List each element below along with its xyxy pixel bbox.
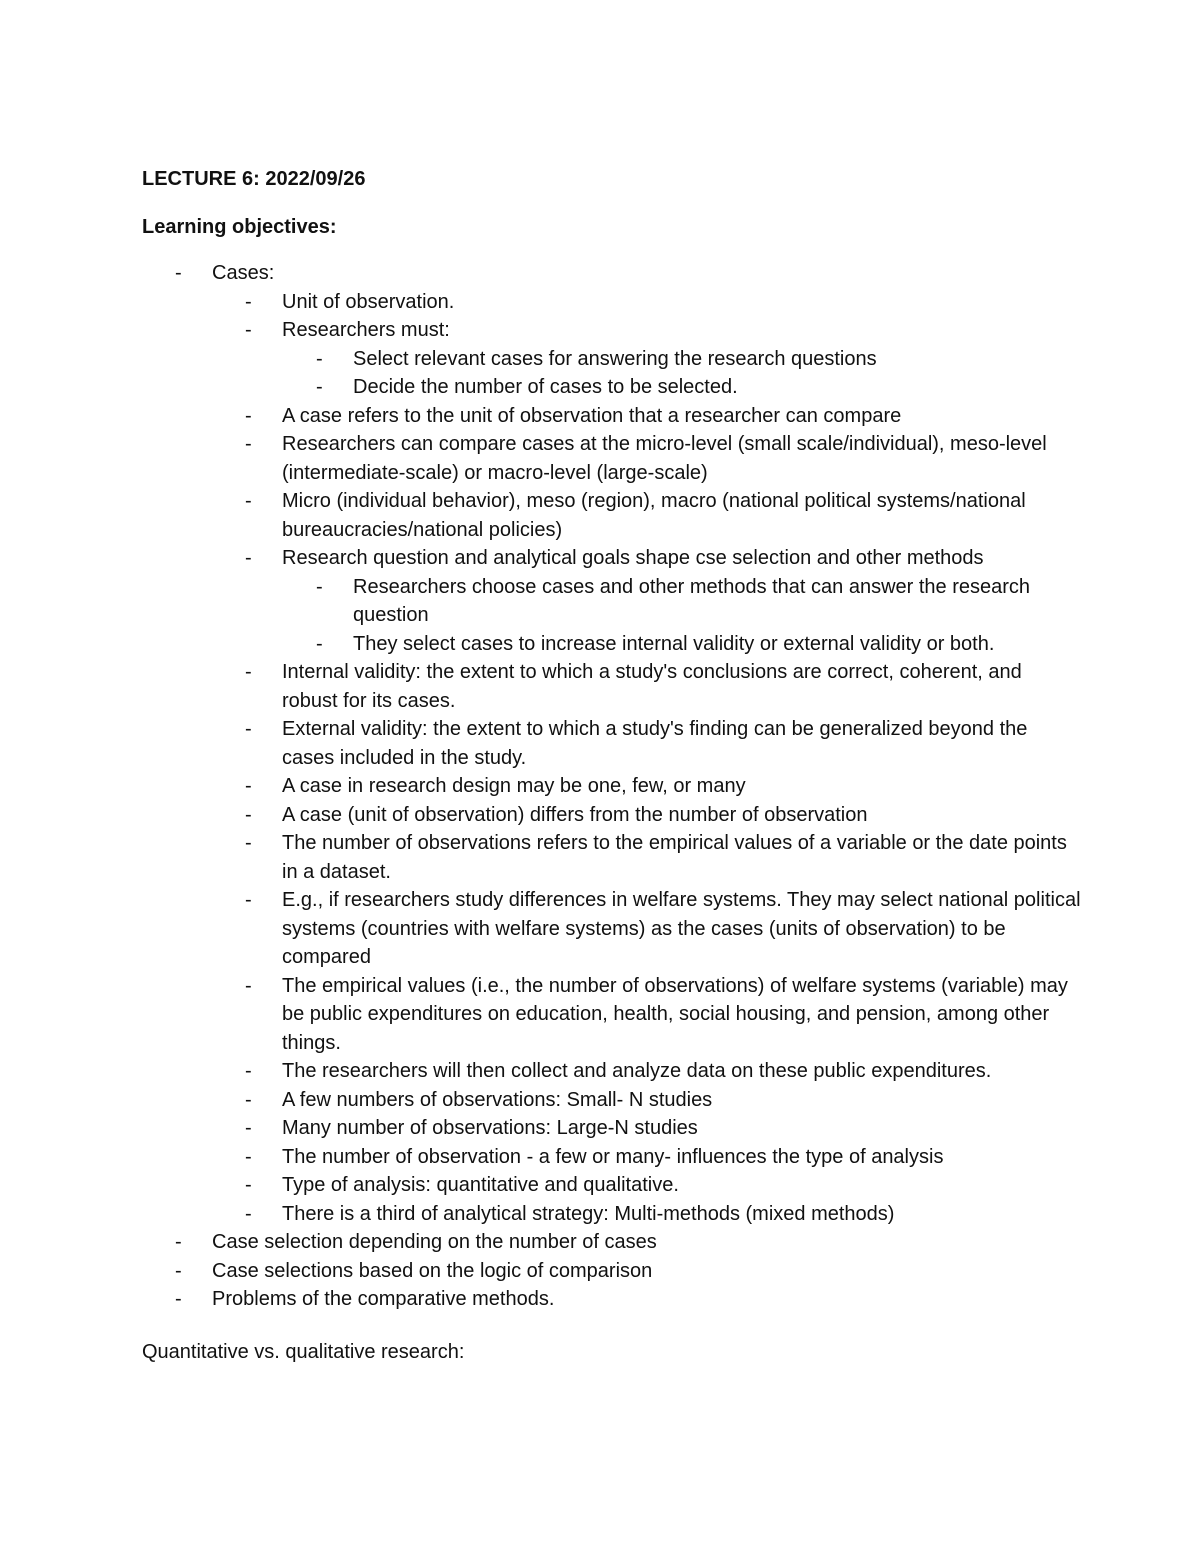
list-item (142, 402, 1082, 431)
list-item-text: Research question and analytical goals shape cse selection and other methods (282, 547, 984, 569)
list-item-text: Case selections based on the logic of comparison (212, 1259, 653, 1282)
list-item-text: Decide the number of cases to be selected. (353, 376, 738, 398)
list-item-text: Many number of observations: Large-N studies (282, 1117, 698, 1139)
section-heading-learning-objectives: Learning objectives: (142, 216, 337, 238)
list-item-text: Case selection depending on the number of cases (212, 1231, 657, 1253)
list-item (142, 1143, 1082, 1172)
bullet-dash: - (245, 1060, 252, 1082)
list-item (142, 1171, 1082, 1200)
list-item-text: Researchers choose cases and other methods that can answer the research question (353, 575, 1031, 626)
bullet-dash: - (245, 1117, 252, 1139)
document-body (142, 165, 1082, 1366)
bullet-dash: - (245, 490, 252, 512)
bullet-dash: - (245, 1174, 252, 1196)
list-item (142, 259, 1082, 288)
list-item-text: External validity: the extent to which a study's finding can be generalized beyond the cases included in the study. (282, 718, 1028, 769)
list-item-text: The researchers will then collect and analyze data on these public expenditures. (282, 1060, 992, 1082)
bullet-dash: - (245, 1088, 252, 1111)
list-item-text: Researchers must: (282, 319, 450, 341)
list-item-text: E.g., if researchers study differences in welfare systems. They may select national political systems (countries with welfare systems) as the cases (units of observation) to be compared (282, 889, 1081, 968)
list-item-text: The number of observation - a few or many- influences the type of analysis (282, 1145, 944, 1168)
list-item-text: A few numbers of observations: Small- N studies (282, 1088, 713, 1111)
list-item (142, 1086, 1082, 1115)
list-item-text: A case in research design may be one, few, or many (282, 775, 746, 797)
bullet-dash: - (175, 1231, 182, 1253)
list-item-text: Select relevant cases for answering the research questions (353, 347, 877, 370)
bullet-dash: - (316, 632, 323, 655)
list-item-text: Unit of observation. (282, 290, 455, 313)
bullet-dash: - (245, 718, 252, 740)
list-item-text: Type of analysis: quantitative and qualitative. (282, 1174, 679, 1196)
list-item (142, 544, 1082, 573)
list-item (142, 1228, 1082, 1257)
bullet-dash: - (245, 803, 252, 826)
list-item (142, 772, 1082, 801)
page-title: LECTURE 6: 2022/09/26 (142, 168, 366, 190)
bullet-dash: - (245, 404, 252, 427)
list-item-text: Micro (individual behavior), meso (region), macro (national political systems/national bureaucracies/national policies) (282, 490, 1026, 541)
bullet-dash: - (245, 319, 252, 341)
list-item (142, 373, 1082, 402)
list-item (142, 1285, 1082, 1314)
list-item-text: A case refers to the unit of observation that a researcher can compare (282, 404, 902, 427)
list-item-text: The number of observations refers to the empirical values of a variable or the date points in a dataset. (282, 832, 1067, 883)
bullet-dash: - (175, 1259, 182, 1282)
section-heading-quantitative-vs-qualitative: Quantitative vs. qualitative research: (142, 1340, 465, 1363)
list-item (142, 801, 1082, 830)
list-item-text: Cases: (212, 262, 275, 284)
bullet-dash: - (245, 547, 252, 569)
list-item (142, 288, 1082, 317)
bullet-dash: - (245, 1145, 252, 1168)
list-item (142, 658, 1082, 715)
bullet-dash: - (245, 1202, 252, 1225)
list-item-text: Internal validity: the extent to which a study's conclusions are correct, coherent, and robust for its cases. (282, 661, 1022, 712)
bullet-dash: - (316, 376, 323, 398)
list-item-text: A case (unit of observation) differs from the number of observation (282, 803, 868, 826)
list-item (142, 1257, 1082, 1286)
list-item (142, 487, 1082, 544)
list-item-text: Researchers can compare cases at the micro-level (small scale/individual), meso-level (intermediate-scale) or macro-level (large-scale) (282, 433, 1047, 484)
list-item (142, 1114, 1082, 1143)
list-item (142, 573, 1082, 630)
bullet-dash: - (245, 974, 252, 997)
list-item (142, 345, 1082, 374)
list-item (142, 430, 1082, 487)
list-item (142, 630, 1082, 659)
list-item-text: Problems of the comparative methods. (212, 1288, 555, 1310)
bullet-dash: - (245, 832, 252, 854)
bullet-dash: - (175, 262, 182, 284)
notes-list (142, 259, 1082, 1314)
list-item (142, 829, 1082, 886)
bullet-dash: - (245, 290, 252, 313)
list-item (142, 1057, 1082, 1086)
list-item (142, 715, 1082, 772)
bullet-dash: - (316, 575, 323, 598)
list-item-text: There is a third of analytical strategy: Multi-methods (mixed methods) (282, 1202, 895, 1225)
bullet-dash: - (245, 775, 252, 797)
list-item (142, 972, 1082, 1058)
list-item (142, 316, 1082, 345)
list-item (142, 886, 1082, 972)
bullet-dash: - (175, 1288, 182, 1310)
bullet-dash: - (316, 347, 323, 370)
list-item (142, 1200, 1082, 1229)
bullet-dash: - (245, 661, 252, 683)
bullet-dash: - (245, 433, 252, 455)
bullet-dash: - (245, 889, 252, 911)
list-item-text: They select cases to increase internal validity or external validity or both. (353, 632, 995, 655)
list-item-text: The empirical values (i.e., the number of observations) of welfare systems (variable) may be public expenditures on education, health, social housing, and pension, among other things. (282, 974, 1068, 1054)
